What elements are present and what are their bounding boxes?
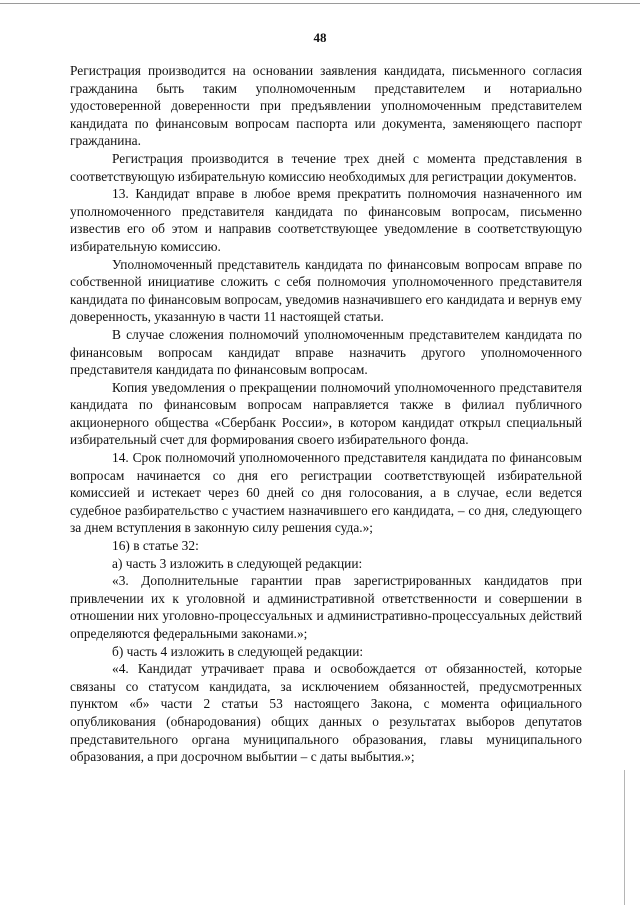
paragraph-part-3-heading: а) часть 3 изложить в следующей редакции: [112,555,363,571]
paragraph-registration-term: Регистрация производится в течение трех дней с момента представления в соответствующую избирательную комиссию необходимых для регистрации документов. [70,150,582,184]
top-rule [0,3,640,4]
paragraph-new-representative: В случае сложения полномочий уполномоченным представителем кандидата по финансовым вопросам кандидат вправе назначить другого уполномоченного представителя кандидата по финансовым вопросам. [70,326,582,378]
paragraph-item-14: 14. Срок полномочий уполномоченного представителя кандидата по финансовым вопросам начинается со дня его регистрации соответствующей избирательной комиссией и истекает через 60 дней со дня голосования, а в случае, если ведется судебное разбирательство с участием назначившего его кандидата, – со дня, следующего за днем вступления в законную силу решения суда.»; [70,450,582,536]
paragraph-representative-resign: Уполномоченный представитель кандидата по финансовым вопросам вправе по собственной инициативе сложить с себя полномочия уполномоченного представителя кандидата по финансовым вопросам, уведомив назначившего его кандидата и вернув ему доверенность, указанную в части 11 настоящей статьи. [70,256,582,325]
scan-edge-line [624,770,625,905]
paragraph-part-3-text: «3. Дополнительные гарантии прав зарегистрированных кандидатов при привлечении их к уголовной и административной ответственности и совершении в отношении них уголовно-процессуальных и административно-процессуальных действий определяются федеральными законами.»; [70,573,582,641]
paragraph-article-32: 16) в статье 32: [112,538,199,554]
paragraph-notification-copy: Копия уведомления о прекращении полномочий уполномоченного представителя кандидата по финансовым вопросам направляется также в филиал публичного акционерного общества «Сбербанк России», в котором кандидат открыл специальный избирательный счет для формирования своего избирательного фонда. [70,379,582,448]
paragraph-item-13: 13. Кандидат вправе в любое время прекратить полномочия назначенного им уполномоченного представителя кандидата по финансовым вопросам, письменно известив его об этом и направив соответствующее уведомление в соответствующую избирательную комиссию. [70,186,582,254]
paragraph-part-4-text: «4. Кандидат утрачивает права и освобождается от обязанностей, которые связаны со статусом кандидата, за исключением обязанностей, предусмотренных пунктом «б» части 2 статьи 53 настоящего Закона, с момента официального опубликования (обнародования) общих данных о результатах выборов депутатов представительного органа муниципального образования, главы муниципального образования, а при досрочном выбытии – с даты выбытия.»; [70,661,582,765]
document-body [70,62,582,766]
page-number: 48 [313,30,327,45]
paragraph-part-4-heading: б) часть 4 изложить в следующей редакции: [112,643,364,659]
paragraph-registration-basis: Регистрация производится на основании заявления кандидата, письменного согласия гражданина быть таким уполномоченным представителем и нотариально удостоверенной доверенности при предъявлении уполномоченным представителем кандидата по финансовым вопросам паспорта или документа, заменяющего паспорт гражданина. [70,63,582,149]
